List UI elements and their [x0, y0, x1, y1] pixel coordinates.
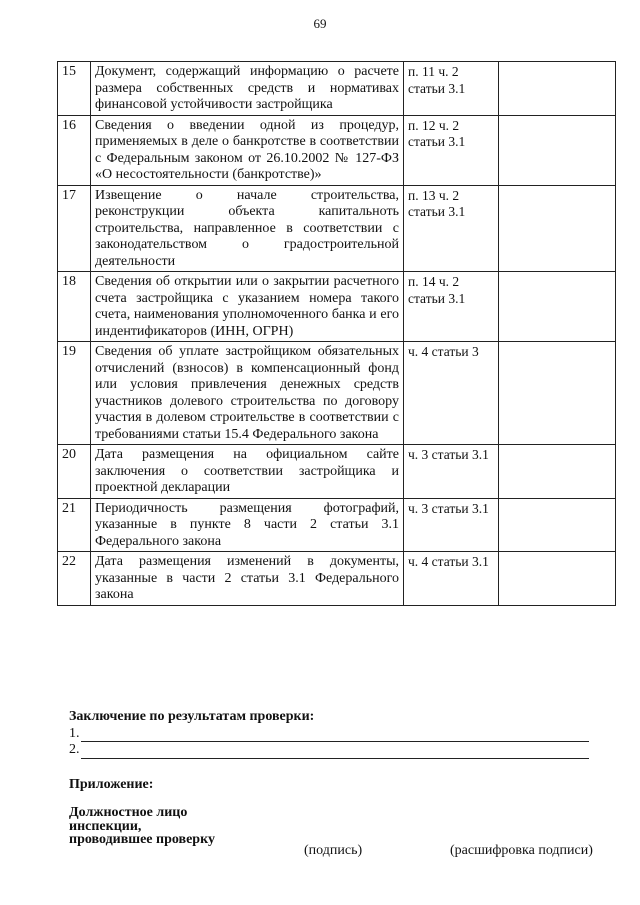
official-block: [69, 806, 215, 847]
table-row: [58, 498, 616, 552]
row-number: 20: [58, 445, 91, 499]
row-blank-cell: [499, 62, 616, 116]
checklist-table: [57, 61, 616, 606]
table-row: [58, 342, 616, 445]
row-description: Дата размещения на официальном сайте заключения о соответствии застройщика и проектной декларации: [91, 445, 404, 499]
table-row: [58, 115, 616, 185]
row-legal-reference: ч. 4 статьи 3: [404, 342, 499, 445]
row-legal-reference: ч. 3 статьи 3.1: [404, 445, 499, 499]
row-description: Дата размещения изменений в документы, указанные в части 2 статьи 3.1 Федерального закона: [91, 552, 404, 606]
conclusion-line-2-blank: [81, 746, 590, 759]
row-blank-cell: [499, 185, 616, 272]
row-blank-cell: [499, 445, 616, 499]
row-blank-cell: [499, 498, 616, 552]
conclusion-line-2-label: 2.: [69, 742, 80, 757]
row-legal-reference: п. 12 ч. 2 статьи 3.1: [404, 115, 499, 185]
row-legal-reference: п. 14 ч. 2 статьи 3.1: [404, 272, 499, 342]
conclusion-line-1: [69, 726, 589, 743]
conclusion-line-1-label: 1.: [69, 725, 80, 741]
checklist-table-body: [58, 62, 616, 606]
conclusion-section: [69, 709, 589, 759]
row-number: 22: [58, 552, 91, 606]
row-legal-reference: п. 11 ч. 2 статьи 3.1: [404, 62, 499, 116]
row-legal-reference: п. 13 ч. 2 статьи 3.1: [404, 185, 499, 272]
row-number: 15: [58, 62, 91, 116]
appendix-heading: Приложение:: [69, 777, 154, 792]
row-legal-reference: ч. 3 статьи 3.1: [404, 498, 499, 552]
official-line-2: инспекции,: [69, 818, 142, 834]
row-description: Сведения об открытии или о закрытии расчетного счета застройщика с указанием номера такого счета, наименования уполномоченного банка и его индентификаторов (ИНН, ОГРН): [91, 272, 404, 342]
row-blank-cell: [499, 342, 616, 445]
conclusion-line-1-blank: [81, 729, 590, 742]
row-number: 19: [58, 342, 91, 445]
table-row: [58, 62, 616, 116]
official-line-3: проводившее проверку: [69, 832, 215, 847]
row-number: 16: [58, 115, 91, 185]
table-row: [58, 272, 616, 342]
row-description: Сведения об уплате застройщиком обязательных отчислений (взносов) в компенсационный фонд или условия привлечения денежных средств участников долевого строительства по договору участия в долевом строительстве в соответствии с требованиями статьи 15.4 Федерального закона: [91, 342, 404, 445]
table-row: [58, 445, 616, 499]
row-description: Извещение о начале строительства, реконструкции объекта капитальноть строительства, направленное в соответствии с законодательством о градостроительной деятельности: [91, 185, 404, 272]
row-description: Документ, содержащий информацию о расчете размера собственных средств и нормативах финансовой устойчивости застройщика: [91, 62, 404, 116]
row-number: 21: [58, 498, 91, 552]
conclusion-line-2: [69, 742, 589, 759]
signature-label: (подпись): [304, 843, 363, 858]
page-number: 69: [313, 16, 327, 31]
row-number: 17: [58, 185, 91, 272]
table-row: [58, 552, 616, 606]
row-blank-cell: [499, 272, 616, 342]
row-legal-reference: ч. 4 статьи 3.1: [404, 552, 499, 606]
row-description: Периодичность размещения фотографий, указанные в пункте 8 части 2 статьи 3.1 Федерального закона: [91, 498, 404, 552]
official-line-1: Должностное лицо: [69, 805, 188, 820]
conclusion-heading: Заключение по результатам проверки:: [69, 709, 315, 724]
table-row: [58, 185, 616, 272]
row-blank-cell: [499, 552, 616, 606]
row-description: Сведения о введении одной из процедур, применяемых в деле о банкротстве в соответствии с Федеральным законом от 26.10.2002 № 127-ФЗ «О несостоятельности (банкротстве)»: [91, 115, 404, 185]
signature-transcript-label: (расшифровка подписи): [450, 843, 593, 858]
row-number: 18: [58, 272, 91, 342]
row-blank-cell: [499, 115, 616, 185]
